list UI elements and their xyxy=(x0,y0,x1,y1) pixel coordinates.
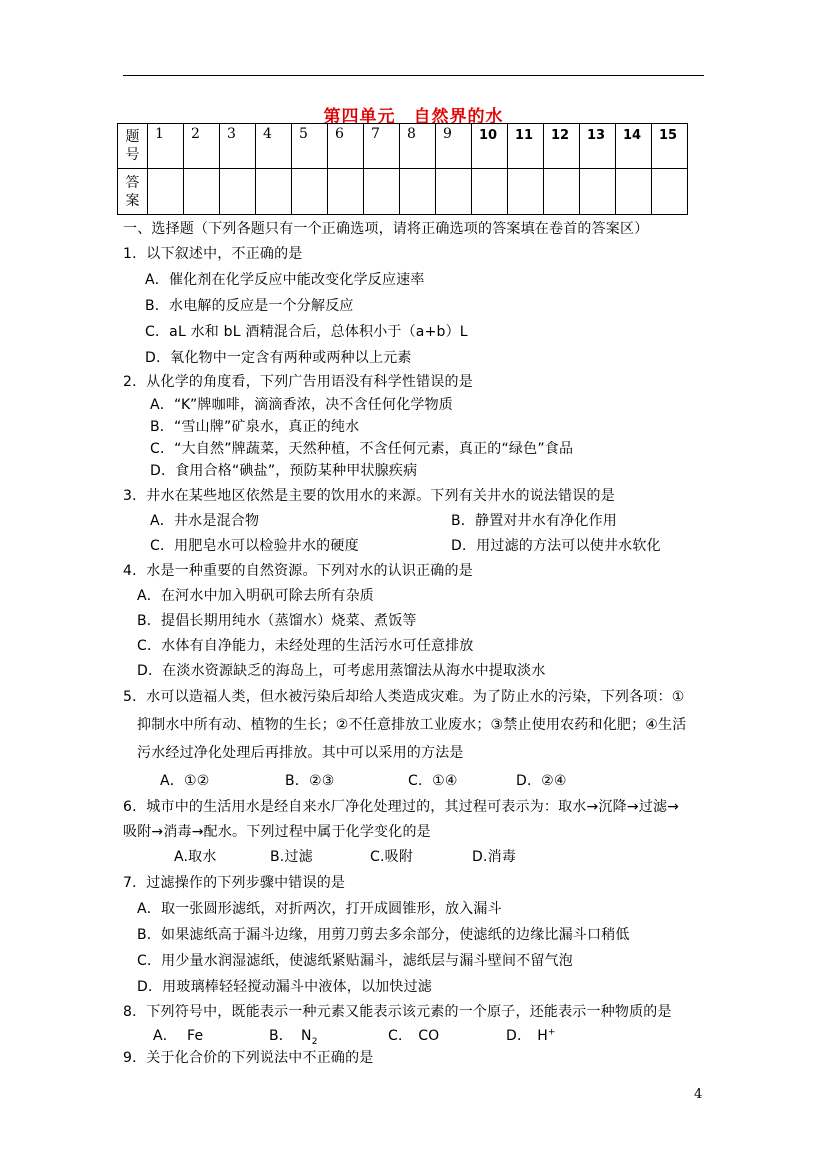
question-stem-line: 污水经过净化处理后再排放。其中可以采用的方法是 xyxy=(137,745,464,761)
option-a: A． Fe xyxy=(153,1028,204,1044)
answer-cell[interactable] xyxy=(148,169,184,215)
question-number-cell: 6 xyxy=(328,124,364,169)
answer-cell[interactable] xyxy=(580,169,616,215)
option-b: B．“雪山牌”矿泉水，真正的纯水 xyxy=(150,419,360,435)
option-a: A．①② xyxy=(160,773,210,789)
question-stem: 9．关于化合价的下列说法中不正确的是 xyxy=(123,1050,374,1066)
question-number-cell: 5 xyxy=(292,124,328,169)
option-a: A．在河水中加入明矾可除去所有杂质 xyxy=(137,588,374,604)
question-number-cell: 13 xyxy=(580,124,616,169)
answer-cell[interactable] xyxy=(436,169,472,215)
option-a: A.取水 xyxy=(174,849,217,865)
answer-cell[interactable] xyxy=(472,169,508,215)
option-d: D．氧化物中一定含有两种或两种以上元素 xyxy=(145,350,412,366)
question-number-cell: 15 xyxy=(652,124,688,169)
option-b: B．静置对井水有净化作用 xyxy=(451,513,618,529)
answer-cell[interactable] xyxy=(184,169,220,215)
question-number-cell: 9 xyxy=(436,124,472,169)
question-stem-line: 抑制水中所有动、植物的生长；②不任意排放工业废水；③禁止使用农药和化肥；④生活 xyxy=(137,717,687,733)
option-a: A．取一张圆形滤纸，对折两次，打开成圆锥形，放入漏斗 xyxy=(137,901,502,917)
question-number-cell: 8 xyxy=(400,124,436,169)
answer-table xyxy=(117,123,688,215)
answer-cell[interactable] xyxy=(364,169,400,215)
answer-cell[interactable] xyxy=(328,169,364,215)
header-rule xyxy=(123,75,704,76)
option-b: B.过滤 xyxy=(270,849,313,865)
option-b: B．提倡长期用纯水（蒸馏水）烧菜、煮饭等 xyxy=(137,613,417,629)
question-stem: 8．下列符号中，既能表示一种元素又能表示该元素的一个原子，还能表示一种物质的是 xyxy=(123,1004,672,1020)
unit-title-right: 自然界的水 xyxy=(413,107,504,127)
question-number-cell: 7 xyxy=(364,124,400,169)
option-a: A．催化剂在化学反应中能改变化学反应速率 xyxy=(145,272,425,288)
unit-title-left: 第四单元 xyxy=(323,107,396,127)
option-a: A．“K”牌咖啡，滴滴香浓，决不含任何化学物质 xyxy=(150,397,454,413)
answer-cell[interactable] xyxy=(652,169,688,215)
answer-cell[interactable] xyxy=(220,169,256,215)
question-stem-line: 5．水可以造福人类，但水被污染后却给人类造成灾难。为了防止水的污染，下列各项：① xyxy=(123,689,685,705)
answer-table-number-row xyxy=(118,124,688,169)
question-stem-line: 6．城市中的生活用水是经自来水厂净化处理过的，其过程可表示为：取水→沉降→过滤→ xyxy=(123,799,680,815)
option-c: C.吸附 xyxy=(370,849,414,865)
option-c: C．①④ xyxy=(408,773,458,789)
question-stem: 4．水是一种重要的自然资源。下列对水的认识正确的是 xyxy=(123,563,473,579)
option-c: C．用肥皂水可以检验井水的硬度 xyxy=(150,538,359,554)
question-stem: 1．以下叙述中，不正确的是 xyxy=(123,246,303,262)
question-number-header: 题 号 xyxy=(118,124,148,169)
question-number-cell: 1 xyxy=(148,124,184,169)
option-d: D．在淡水资源缺乏的海岛上，可考虑用蒸馏法从海水中提取淡水 xyxy=(137,663,546,679)
answer-header: 答 案 xyxy=(118,169,148,215)
option-d: D．②④ xyxy=(516,773,567,789)
question-number-cell: 4 xyxy=(256,124,292,169)
question-number-cell: 2 xyxy=(184,124,220,169)
section-heading: 一、选择题（下列各题只有一个正确选项，请将正确选项的答案填在卷首的答案区） xyxy=(123,221,649,237)
answer-cell[interactable] xyxy=(508,169,544,215)
option-d: D．用过滤的方法可以使井水软化 xyxy=(451,538,661,554)
page-number: 4 xyxy=(694,1087,703,1102)
answer-cell[interactable] xyxy=(544,169,580,215)
answer-cell[interactable] xyxy=(616,169,652,215)
question-number-cell: 14 xyxy=(616,124,652,169)
option-d: D．用玻璃棒轻轻搅动漏斗中液体，以加快过滤 xyxy=(137,979,432,995)
option-b: B．②③ xyxy=(285,773,335,789)
option-d: D.消毒 xyxy=(472,849,517,865)
option-d: D． H+ xyxy=(506,1027,556,1044)
option-b: B．如果滤纸高于漏斗边缘，用剪刀剪去多余部分，使滤纸的边缘比漏斗口稍低 xyxy=(137,927,630,943)
option-b: B．水电解的反应是一个分解反应 xyxy=(145,298,354,314)
option-c: C．用少量水润湿滤纸，使滤纸紧贴漏斗，滤纸层与漏斗壁间不留气泡 xyxy=(137,953,573,969)
option-c: C． CO xyxy=(388,1028,440,1044)
question-number-cell: 11 xyxy=(508,124,544,169)
question-number-cell: 10 xyxy=(472,124,508,169)
question-stem: 3．井水在某些地区依然是主要的饮用水的来源。下列有关井水的说法错误的是 xyxy=(123,488,615,504)
option-a: A．井水是混合物 xyxy=(150,513,260,529)
question-stem: 7．过滤操作的下列步骤中错误的是 xyxy=(123,875,346,891)
option-c: C．水体有自净能力，未经处理的生活污水可任意排放 xyxy=(137,638,474,654)
option-d: D．食用合格“碘盐”，预防某种甲状腺疾病 xyxy=(150,463,418,479)
question-number-cell: 12 xyxy=(544,124,580,169)
answer-cell[interactable] xyxy=(256,169,292,215)
question-stem-line: 吸附→消毒→配水。下列过程中属于化学变化的是 xyxy=(123,824,431,840)
option-c: C．“大自然”牌蔬菜，天然种植，不含任何元素，真正的“绿色”食品 xyxy=(150,441,574,457)
answer-cell[interactable] xyxy=(292,169,328,215)
question-number-cell: 3 xyxy=(220,124,256,169)
answer-table-answer-row xyxy=(118,169,688,215)
answer-cell[interactable] xyxy=(400,169,436,215)
option-b: B． $N_2$ xyxy=(269,1028,318,1047)
question-stem: 2．从化学的角度看，下列广告用语没有科学性错误的是 xyxy=(123,374,473,390)
option-c: C．aL 水和 bL 酒精混合后，总体积小于（a+b）L xyxy=(145,324,468,340)
